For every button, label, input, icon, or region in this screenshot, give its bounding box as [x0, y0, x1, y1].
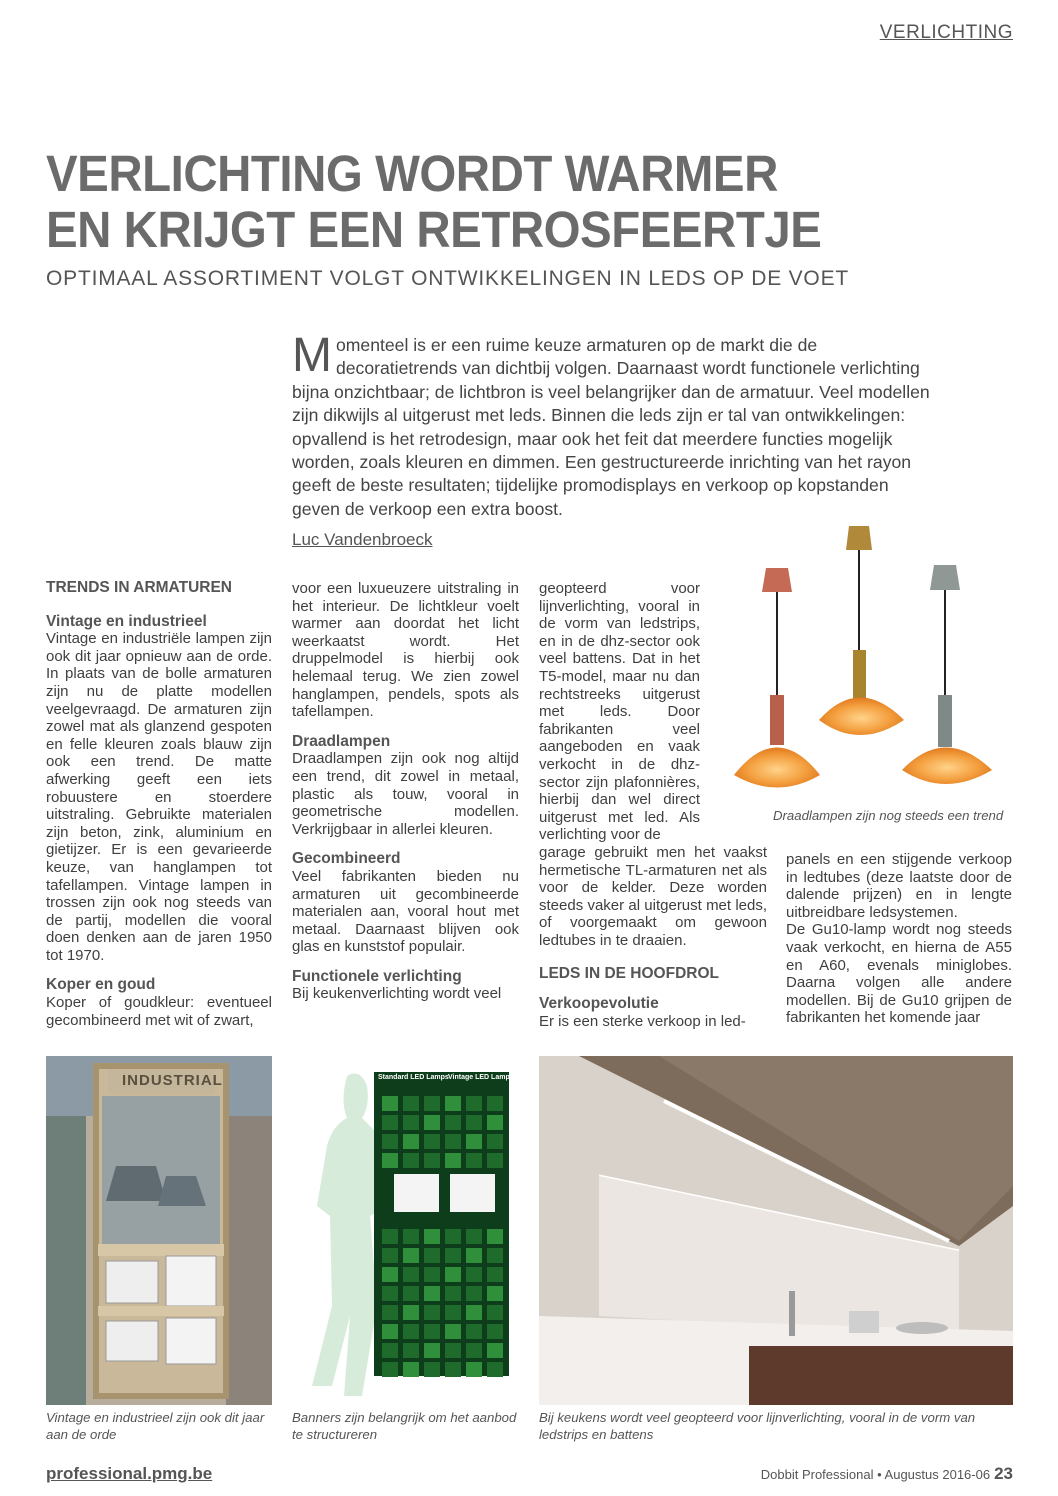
lamp-package [424, 1134, 440, 1149]
lamp-package [445, 1096, 461, 1111]
industrial-display-illustration [46, 1056, 272, 1405]
lamp-package [382, 1267, 398, 1282]
lamp-package [424, 1362, 440, 1377]
paragraph-gecombineerd: Veel fabrikanten bieden nu armaturen uit gecombineerde materialen aan, vooral hout met metaal. Daarnaast blijven ook glas en kunststof populair. [292, 867, 519, 956]
lamp-package [403, 1096, 419, 1111]
led-banner-image [292, 1056, 519, 1405]
column-1 [46, 579, 272, 1029]
lamp-package [445, 1153, 461, 1168]
lamp-package [403, 1248, 419, 1263]
lamp-package [424, 1096, 440, 1111]
lamp-package [445, 1229, 461, 1244]
lamp-package [466, 1229, 482, 1244]
article-title [46, 146, 939, 258]
paragraph-draadlampen: Draadlampen zijn ook nog altijd een trend, dit zowel in metaal, plastic als touw, vooral in geometrische modellen. Verkrijgbaar in allerlei kleuren. [292, 750, 519, 838]
paragraph-vintage: Vintage en industriële lampen zijn ook dit jaar opnieuw aan de orde. In plaats van de bolle armaturen zijn nu de platte modellen veelgevraagd. De armaturen zijn zowel mat als glanzend gespoten en felle kleuren zoals blauw zijn ook een trend. De matte afwerking geeft een iets robuustere en stoerdere uitstraling. Gebruikte materialen zijn beton, zink, aluminium en gietijzer. Er is een gevarieerde keuze, van hanglampen tot tafellampen. Vintage lampen in trossen zijn ook nog steeds van de partij, modellen die vooral doen denken aan de jaren 1950 tot 1970. [46, 630, 272, 964]
lamp-package [403, 1134, 419, 1149]
lamp-package [424, 1286, 440, 1301]
industrial-display-image [46, 1056, 272, 1405]
lamp-package [424, 1267, 440, 1282]
lamp-package [445, 1362, 461, 1377]
heading-koper: Koper en goud [46, 976, 156, 994]
lamp-package [382, 1115, 398, 1130]
lamp-package [403, 1153, 419, 1168]
drop-cap: M [292, 329, 332, 382]
lamp-package [403, 1343, 419, 1358]
heading-functioneel: Functionele verlichting [292, 967, 462, 985]
lamp-package [487, 1324, 503, 1339]
led-banner-illustration [292, 1056, 519, 1405]
lamps-caption: Draadlampen zijn nog steeds een trend [773, 808, 1004, 823]
pendant-lamps-illustration [724, 520, 1016, 802]
lamp-package [445, 1134, 461, 1149]
lamp-package [487, 1134, 503, 1149]
lamp-package [382, 1096, 398, 1111]
lamp-package [466, 1115, 482, 1130]
lamp-package [445, 1115, 461, 1130]
paragraph-panels: panels en een stijgende verkoop in ledtubes (deze laatste door de dalende prijzen) en in lengte uitbreidbare ledsystemen. [786, 851, 1012, 921]
lamp-package [382, 1134, 398, 1149]
heading-draadlampen: Draadlampen [292, 732, 391, 750]
lamp-package [424, 1153, 440, 1168]
lamp-package [382, 1324, 398, 1339]
lamp-package [487, 1362, 503, 1377]
lamp-package [403, 1229, 419, 1244]
paragraph-functioneel: Bij keukenverlichting wordt veel [292, 985, 502, 1003]
paragraph-koper: Koper of goudkleur: eventueel gecombineerd met wit of zwart, [46, 994, 272, 1029]
article-subtitle: OPTIMAAL ASSORTIMENT VOLGT ONTWIKKELINGEN IN LEDS OP DE VOET [46, 267, 850, 290]
industrial-caption: Vintage en industrieel zijn ook dit jaar aan de orde [46, 1410, 265, 1442]
lamp-package [466, 1305, 482, 1320]
title-line-1: VERLICHTING WORDT WARMER [46, 145, 778, 202]
heading-vintage: Vintage en industrieel [46, 612, 207, 630]
paragraph-continued: voor een luxueuzere uitstraling in het interieur. De lichtkleur voelt warmer aan doordat het licht weerkaatst wordt. Het druppelmodel is hierbij ook helemaal terug. We zien zowel hanglampen, pendels, spots als tafellampen. [292, 580, 519, 721]
lamp-package [382, 1248, 398, 1263]
banner-head-left: Standard LED Lamps [378, 1074, 449, 1081]
lamp-package [445, 1267, 461, 1282]
lamp-package [466, 1267, 482, 1282]
kitchen-image [539, 1056, 1013, 1405]
lamp-package [382, 1343, 398, 1358]
lamp-package [487, 1115, 503, 1130]
lamp-package [403, 1267, 419, 1282]
publication-info: Dobbit Professional • Augustus 2016-06 [760, 1467, 991, 1482]
paragraph-gu10: De Gu10-lamp wordt nog steeds vaak verkocht, en hierna de A55 en A60, evenals miniglobes. Daarna volgen alle andere modellen. Bij de Gu10 grijpen de fabrikanten het komende jaar [786, 921, 1012, 1027]
lamp-package [466, 1343, 482, 1358]
lamp-package [382, 1286, 398, 1301]
lamp-package [445, 1305, 461, 1320]
paragraph-verkoop: Er is een sterke verkoop in led- [539, 1012, 746, 1030]
banner-caption: Banners zijn belangrijk om het aanbod te structureren [292, 1410, 517, 1442]
lamp-package [403, 1362, 419, 1377]
lamp-package [382, 1305, 398, 1320]
lamp-package [487, 1286, 503, 1301]
lamp-package [403, 1115, 419, 1130]
lamp-package [424, 1229, 440, 1244]
heading-verkoopevolutie: Verkoopevolutie [539, 995, 659, 1013]
heading-leds: LEDS IN DE HOOFDROL [539, 965, 719, 983]
lamp-package [424, 1248, 440, 1263]
paragraph-lijnverlichting: geopteerd voor lijnverlichting, vooral in de vorm van ledstrips, en in de dhz-sector ook veel battens. Dat in het T5-model, maar nu dan rechtstreeks uitgerust met leds. Door fabrikanten veel aangeboden en vaak verkocht in de dhz-sector zijn plafonnières, hierbij dan wel direct uitgerust met led. Als verlichting voor de [539, 580, 700, 844]
section-tag: VERLICHTING [879, 22, 1013, 43]
intro-paragraph [292, 329, 932, 521]
lamp-package [382, 1362, 398, 1377]
lamp-package [487, 1096, 503, 1111]
lamp-package [466, 1324, 482, 1339]
footer-publication [761, 1464, 1013, 1484]
lamp-package [487, 1305, 503, 1320]
pendant-lamps-image [724, 520, 1016, 802]
intro-text: omenteel is er een ruime keuze armaturen op de markt die de decoratietrends van dichtbij volgen. Daarnaast wordt functionele verlichting bijna onzichtbaar; de lichtbron is veel belangrijker dan de armatuur. Veel modellen zijn dikwijls al uitgerust met leds. Binnen die leds zijn er tal van ontwikkelingen: opvallend is het retrodesign, maar ook het feit dat meerdere functies mogelijk worden, zoals kleuren en dimmen. Een gestructureerde inrichting van het rayon geeft de beste resultaten; tijdelijke promodisplays en verkoop op kopstanden geven de verkoop een extra boost. [292, 335, 930, 519]
lamp-package [487, 1248, 503, 1263]
lamp-package [466, 1134, 482, 1149]
lamp-package [382, 1153, 398, 1168]
kitchen-caption: Bij keukens wordt veel geopteerd voor lijnverlichting, vooral in de vorm van ledstrips en battens [539, 1410, 976, 1442]
lamp-package [403, 1305, 419, 1320]
paragraph-garage: garage gebruikt men het vaakst hermetische TL-armaturen net als voor de kelder. Deze worden steeds vaker al uitgerust met leds, of voorgemaakt om gewoon ledtubes in te draaien. [539, 843, 767, 949]
lamp-package [382, 1229, 398, 1244]
author-byline: Luc Vandenbroeck [292, 530, 433, 549]
lamp-package [487, 1229, 503, 1244]
lamp-package [466, 1286, 482, 1301]
footer-website-link[interactable]: professional.pmg.be [46, 1464, 213, 1483]
lamp-package [424, 1305, 440, 1320]
lamp-package [445, 1286, 461, 1301]
lamp-package [466, 1153, 482, 1168]
lamp-package [424, 1343, 440, 1358]
lamp-package [466, 1248, 482, 1263]
page-number: 23 [994, 1464, 1013, 1483]
lamp-package [445, 1343, 461, 1358]
heading-trends: TRENDS IN ARMATUREN [46, 579, 232, 596]
lamp-package [424, 1115, 440, 1130]
banner-head-right: Vintage LED Lamps [448, 1074, 514, 1081]
lamp-package [424, 1324, 440, 1339]
column-4 [786, 851, 1012, 1027]
lamp-package [445, 1248, 461, 1263]
lamp-package [487, 1343, 503, 1358]
lamp-package [466, 1096, 482, 1111]
lamp-package [445, 1324, 461, 1339]
lamp-package [487, 1153, 503, 1168]
lamp-package [403, 1324, 419, 1339]
industrial-sign: INDUSTRIAL [122, 1072, 223, 1089]
kitchen-illustration [539, 1056, 1013, 1405]
heading-gecombineerd: Gecombineerd [292, 850, 401, 868]
column-2 [292, 580, 519, 1003]
lamp-package [466, 1362, 482, 1377]
lamp-package [487, 1267, 503, 1282]
title-line-2: EN KRIJGT EEN RETROSFEERTJE [46, 201, 822, 258]
lamp-package [403, 1286, 419, 1301]
